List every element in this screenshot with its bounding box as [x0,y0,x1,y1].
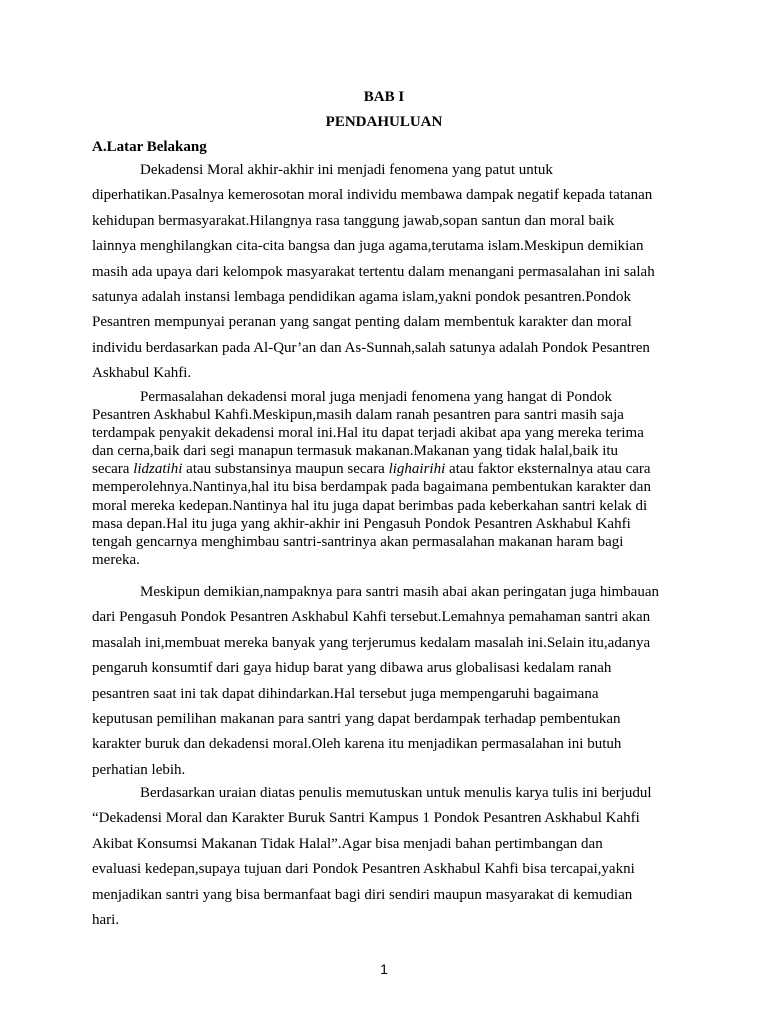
paragraph-line: Berdasarkan uraian diatas penulis memutuskan untuk menulis karya tulis ini berjudul [140,785,652,801]
text-run: atau substansinya maupun secara [182,461,389,478]
paragraph-line: masalah ini,membuat mereka banyak yang terjerumus kedalam masalah ini.Selain itu,adanya [92,634,651,651]
paragraph-line: memperolehnya.Nantinya,hal itu bisa berdampak pada bagaimana pembentukan karakter dan [92,479,651,496]
paragraph-line: kehidupan bermasyarakat.Hilangnya rasa tanggung jawab,sopan santun dan moral baik [92,212,615,229]
text-run: secara [92,461,134,478]
paragraph-line: keputusan pemilihan makanan para santri yang dapat berdampak terhadap pembentukan [92,710,621,727]
paragraph-line: individu berdasarkan pada Al-Qur’an dan As-Sunnah,salah satunya adalah Pondok Pesantren [92,339,650,356]
paragraph-line: Meskipun demikian,nampaknya para santri masih abai akan peringatan juga himbauan [140,584,660,600]
paragraph-line: “Dekadensi Moral dan Karakter Buruk Santri Kampus 1 Pondok Pesantren Askhabul Kahfi [92,810,640,827]
paragraph-line: Permasalahan dekadensi moral juga menjadi fenomena yang hangat di Pondok [140,389,612,405]
paragraph-line: Askhabul Kahfi. [92,365,192,382]
paragraph-line: diperhatikan.Pasalnya kemerosotan moral individu membawa dampak negatif kepada tatanan [92,187,653,204]
paragraph-line: pesantren saat ini tak dapat dihindarkan.Hal tersebut juga mempengaruhi bagaimana [92,685,599,702]
paragraph-line: menjadikan santri yang bisa bermanfaat bagi diri sendiri maupun masyarakat di kemudian [92,886,633,903]
paragraph-line: tengah gencarnya menghimbau santri-santrinya akan permasalahan makanan haram bagi [92,533,624,550]
chapter-number: BAB I [363,89,405,105]
page-number: 1 [380,961,388,977]
paragraph-line: mereka. [92,551,140,568]
paragraph-line: dan cerna,baik dari segi manapun termasuk makanan.Makanan yang tidak halal,baik itu [92,443,619,460]
paragraph-line: masa depan.Hal itu juga yang akhir-akhir ini Pengasuh Pondok Pesantren Askhabul Kahfi [92,515,631,532]
paragraph-line: perhatian lebih. [92,761,186,778]
text-run: atau faktor eksternalnya atau cara [445,461,651,478]
italic-term-lighairihi: lighairihi [388,461,446,478]
chapter-title: PENDAHULUAN [325,114,443,130]
paragraph-line: Dekadensi Moral akhir-akhir ini menjadi fenomena yang patut untuk [140,162,553,178]
paragraph-line-mixed [92,460,692,478]
paragraph-1 [92,158,692,387]
paragraph-line: pengaruh konsumtif dari gaya hidup barat yang dibawa arus globalisasi kedalam ranah [92,660,612,677]
paragraph-line: Akibat Konsumsi Makanan Tidak Halal”.Agar bisa menjadi bahan pertimbangan dan [92,835,603,852]
paragraph-line: lainnya menghilangkan cita-cita bangsa dan juga agama,terutama islam.Meskipun demikian [92,238,644,255]
paragraph-line: dari Pengasuh Pondok Pesantren Askhabul Kahfi tersebut.Lemahnya pemahaman santri akan [92,609,651,626]
paragraph-line: evaluasi kedepan,supaya tujuan dari Pondok Pesantren Askhabul Kahfi bisa tercapai,yakni [92,861,635,878]
paragraph-line: satunya adalah instansi lembaga pendidikan agama islam,yakni pondok pesantren.Pondok [92,288,632,305]
paragraph-line: masih ada upaya dari kelompok masyarakat tertentu dalam menangani permasalahan ini salah [92,263,655,280]
paragraph-4 [92,781,692,933]
italic-term-lidzatihi: lidzatihi [133,461,183,478]
paragraph-2 [92,388,692,569]
paragraph-line: moral mereka kedepan.Nantinya hal itu juga dapat berimbas pada keberkahan santri kelak di [92,497,648,514]
paragraph-line: Pesantren mempunyai peranan yang sangat penting dalam membentuk karakter dan moral [92,314,632,331]
paragraph-line: terdampak penyakit dekadensi moral ini.Hal itu dapat terjadi akibat apa yang mereka terima [92,425,644,442]
paragraph-line: Pesantren Askhabul Kahfi.Meskipun,masih dalam ranah pesantren para santri masih saja [92,407,624,424]
section-title: A.Latar Belakang [92,139,207,155]
paragraph-line: karakter buruk dan dekadensi moral.Oleh karena itu menjadikan permasalahan ini butuh [92,736,622,753]
paragraph-line: hari. [92,911,120,928]
paragraph-3 [92,580,692,783]
